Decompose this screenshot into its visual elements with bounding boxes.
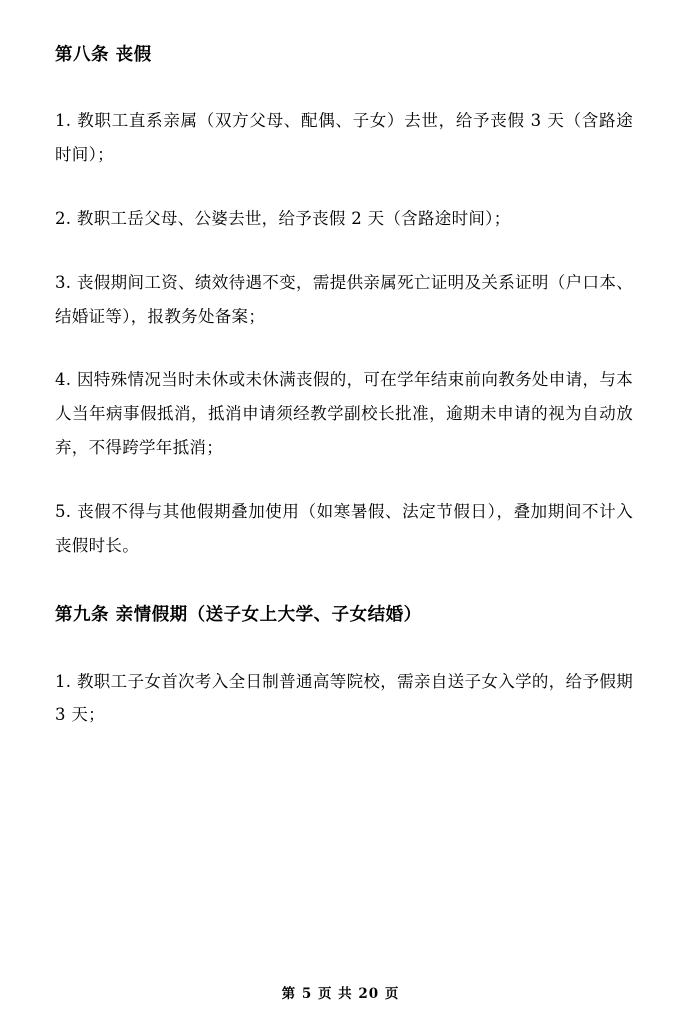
spacer (55, 465, 633, 495)
spacer (55, 172, 633, 202)
paragraph: 5. 丧假不得与其他假期叠加使用（如寒暑假、法定节假日），叠加期间不计入丧假时长。 (55, 501, 633, 555)
paragraph: 1. 教职工直系亲属（双方父母、配偶、子女）去世，给予丧假 3 天（含路途时间）； (55, 111, 633, 165)
paragraph: 2. 教职工岳父母、公婆去世，给予丧假 2 天（含路途时间）； (55, 208, 511, 228)
paragraph: 1. 教职工子女首次考入全日制普通高等院校，需亲自送子女入学的，给予假期 3 天； (55, 671, 633, 725)
section-heading-8: 第八条 丧假 (55, 45, 152, 65)
spacer (55, 333, 633, 363)
section-9-body (55, 665, 641, 733)
section-heading-9: 第九条 亲情假期（送子女上大学、子女结婚） (55, 605, 422, 626)
spacer (55, 236, 633, 266)
spacer (55, 629, 641, 665)
section-8-body (55, 104, 641, 562)
spacer (55, 68, 641, 104)
paragraph: 3. 丧假期间工资、绩效待遇不变，需提供亲属死亡证明及关系证明（户口本、结婚证等），报教务处备案； (55, 272, 633, 326)
page-footer: 第 5 页 共 20 页 (281, 986, 400, 1002)
paragraph: 4. 因特殊情况当时未休或未休满丧假的，可在学年结束前向教务处申请，与本人当年病事假抵消，抵消申请须经教学副校长批准，逾期未申请的视为自动放弃，不得跨学年抵消； (55, 370, 633, 457)
